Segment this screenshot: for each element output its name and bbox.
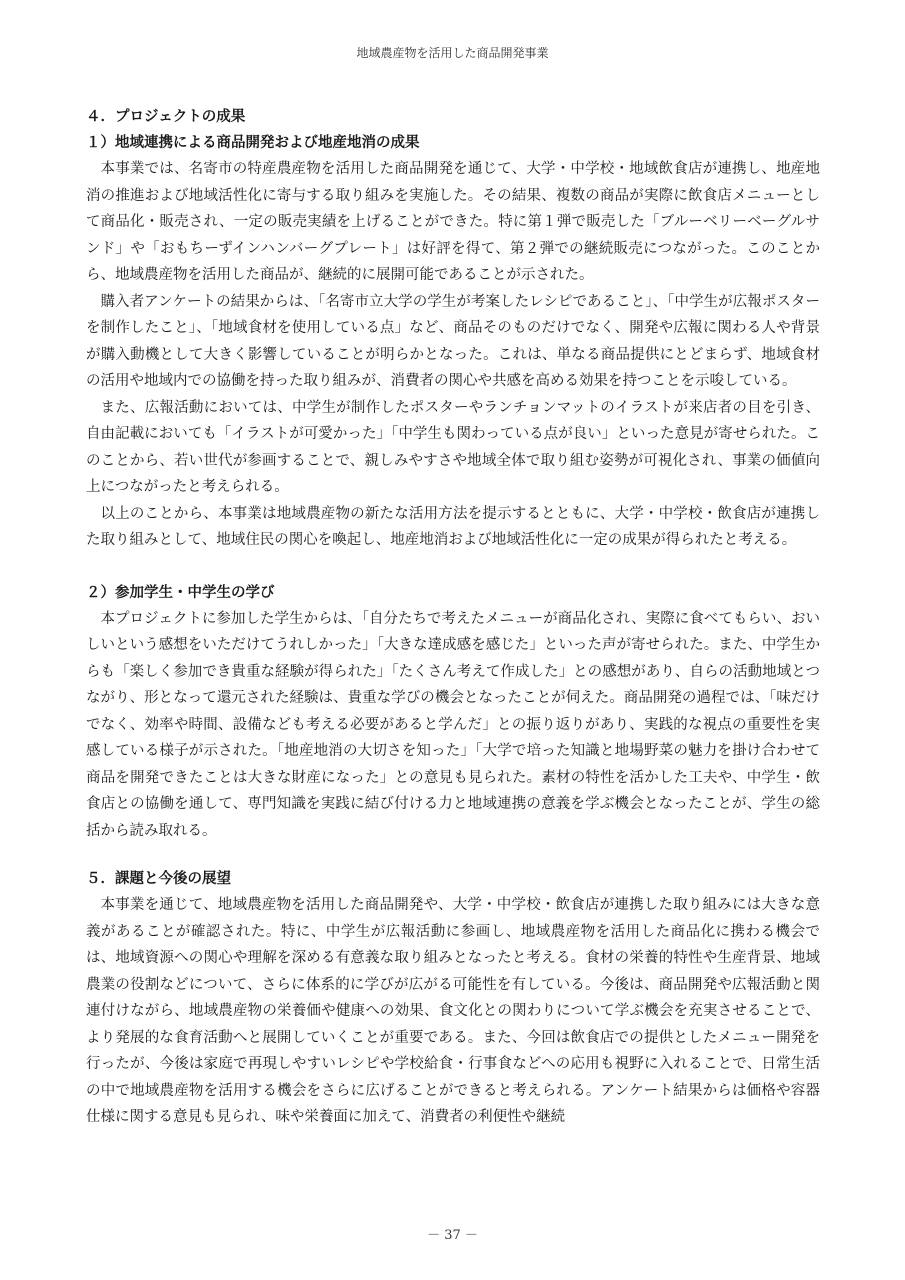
section-heading-5: ５．課題と今後の展望 <box>86 871 231 887</box>
paragraph: 以上のことから、本事業は地域農産物の新たな活用方法を提示するとともに、大学・中学校・飲食店が連携した取り組みとして、地域住民の関心を喚起し、地産地消および地域活性化に一定の成果が得られたと考える。 <box>86 505 820 548</box>
paragraph: 本プロジェクトに参加した学生からは、「自分たちで考えたメニューが商品化され、実際に食べてもらい、おいしいという感想をいただけてうれしかった」「大きな達成感を感じた」といった声が寄せられた。また、中学生からも「楽しく参加でき貴重な経験が得られた」「たくさん考えて作成した」との感想があり、自らの活動地域とつながり、形となって還元された経験は、貴重な学びの機会となったことが伺えた。商品開発の過程では、「味だけでなく、効率や時間、設備なども考える必要があると学んだ」との振り返りがあり、実践的な視点の重要性を実感している様子が示された。「地産地消の大切さを知った」「大学で培った知識と地場野菜の魅力を掛け合わせて商品を開発できたことは大きな財産になった」との意見も見られた。素材の特性を活かした工夫や、中学生・飲食店との協働を通して、専門知識を実践に結び付ける力と地域連携の意義を学ぶ機会となったことが、学生の総括から読み取れる。 <box>86 610 820 839</box>
page-content <box>86 104 820 1131</box>
paragraph: また、広報活動においては、中学生が制作したポスターやランチョンマットのイラストが来店者の目を引き、自由記載においても「イラストが可愛かった」「中学生も関わっている点が良い」といった意見が寄せられた。このことから、若い世代が参画することで、親しみやすさや地域全体で取り組む姿勢が可視化され、事業の価値向上につながったと考えられる。 <box>86 399 820 495</box>
section-heading-4: ４．プロジェクトの成果 <box>86 109 246 125</box>
paragraph: 本事業では、名寄市の特産農産物を活用した商品開発を通じて、大学・中学校・地域飲食店が連携し、地産地消の推進および地域活性化に寄与する取り組みを実施した。その結果、複数の商品が実際に飲食店メニューとして商品化・販売され、一定の販売実績を上げることができた。特に第１弾で販売した「ブルーベリーベーグルサンド」や「おもちーずインハンバーグプレート」は好評を得て、第２弾での継続販売につながった。このことから、地域農産物を活用した商品が、継続的に展開可能であることが示された。 <box>86 161 820 283</box>
paragraph: 本事業を通じて、地域農産物を活用した商品開発や、大学・中学校・飲食店が連携した取り組みには大きな意義があることが確認された。特に、中学生が広報活動に参画し、地域農産物を活用した商品化に携わる機会では、地域資源への関心や理解を深める有意義な取り組みとなったと考える。食材の栄養的特性や生産背景、地域農業の役割などについて、さらに体系的に学びが広がる可能性を有している。今後は、商品開発や広報活動と関連付けながら、地域農産物の栄養価や健康への効果、食文化との関わりについて学ぶ機会を充実させることで、より発展的な食育活動へと展開していくことが重要である。また、今回は飲食店での提供としたメニュー開発を行ったが、今後は家庭で再現しやすいレシピや学校給食・行事食などへの応用も視野に入れることで、日常生活の中で地域農産物を活用する機会をさらに広げることができると考えられる。アンケート結果からは価格や容器仕様に関する意見も見られ、味や栄養面に加えて、消費者の利便性や継続 <box>86 897 820 1125</box>
paragraph: 購入者アンケートの結果からは、「名寄市立大学の学生が考案したレシピであること」、「中学生が広報ポスターを制作したこと」、「地域食材を使用している点」など、商品そのものだけでなく、開発や広報に関わる人や背景が購入動機として大きく影響していることが明らかとなった。これは、単なる商品提供にとどまらず、地域食材の活用や地域内での協働を持った取り組みが、消費者の関心や共感を高める効果を持つことを示唆している。 <box>86 293 820 389</box>
sub-heading-1: １）地域連携による商品開発および地産地消の成果 <box>86 134 420 151</box>
running-header: 地域農産物を活用した商品開発事業 <box>356 46 549 60</box>
page-number: － 37 － <box>427 1228 478 1243</box>
sub-heading-2: ２）参加学生・中学生の学び <box>86 583 275 601</box>
